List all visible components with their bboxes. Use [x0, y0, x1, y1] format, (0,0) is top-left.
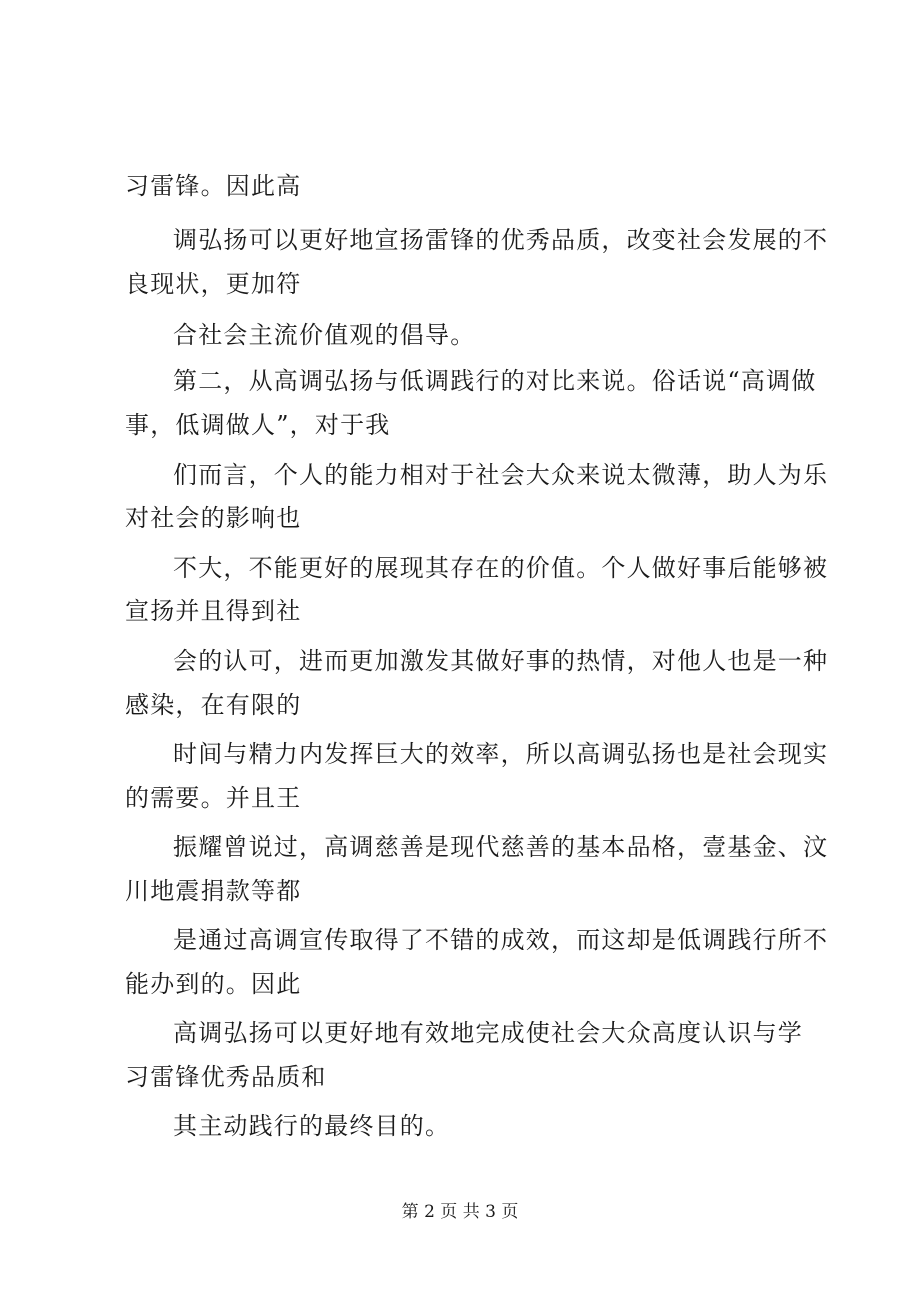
- text-line: 事，低调做人”，对于我: [125, 411, 391, 439]
- text-line: 是通过高调宣传取得了不错的成效，而这却是低调践行所不: [173, 926, 829, 954]
- text-line: 其主动践行的最终目的。: [173, 1112, 451, 1140]
- text-line: 习雷锋。因此高: [125, 172, 302, 200]
- text-line: 合社会主流价值观的倡导。: [173, 321, 476, 349]
- text-line: 习雷锋优秀品质和: [125, 1063, 327, 1091]
- text-line: 不大，不能更好的展现其存在的价值。个人做好事后能够被: [173, 554, 829, 582]
- text-line: 感染，在有限的: [125, 691, 302, 719]
- text-line: 川地震捐款等都: [125, 877, 302, 905]
- text-line: 们而言，个人的能力相对于社会大众来说太微薄，助人为乐: [173, 461, 829, 489]
- text-line: 振耀曾说过，高调慈善是现代慈善的基本品格，壹基金、汶: [173, 833, 829, 861]
- text-line: 的需要。并且王: [125, 784, 302, 812]
- text-line: 会的认可，进而更加激发其做好事的热情，对他人也是一种: [173, 647, 829, 675]
- text-line: 调弘扬可以更好地宣扬雷锋的优秀品质，改变社会发展的不: [173, 226, 829, 254]
- text-line: 高调弘扬可以更好地有效地完成使社会大众高度认识与学: [173, 1019, 803, 1047]
- text-line: 良现状，更加符: [125, 270, 302, 298]
- text-line: 能办到的。因此: [125, 970, 302, 998]
- page-footer: 第 2 页 共 3 页: [401, 1202, 519, 1222]
- text-line: 时间与精力内发挥巨大的效率，所以高调弘扬也是社会现实: [173, 740, 829, 768]
- text-line: 宣扬并且得到社: [125, 597, 302, 625]
- text-line: 第二，从高调弘扬与低调践行的对比来说。俗话说“高调做: [173, 367, 817, 395]
- text-line: 对社会的影响也: [125, 504, 302, 532]
